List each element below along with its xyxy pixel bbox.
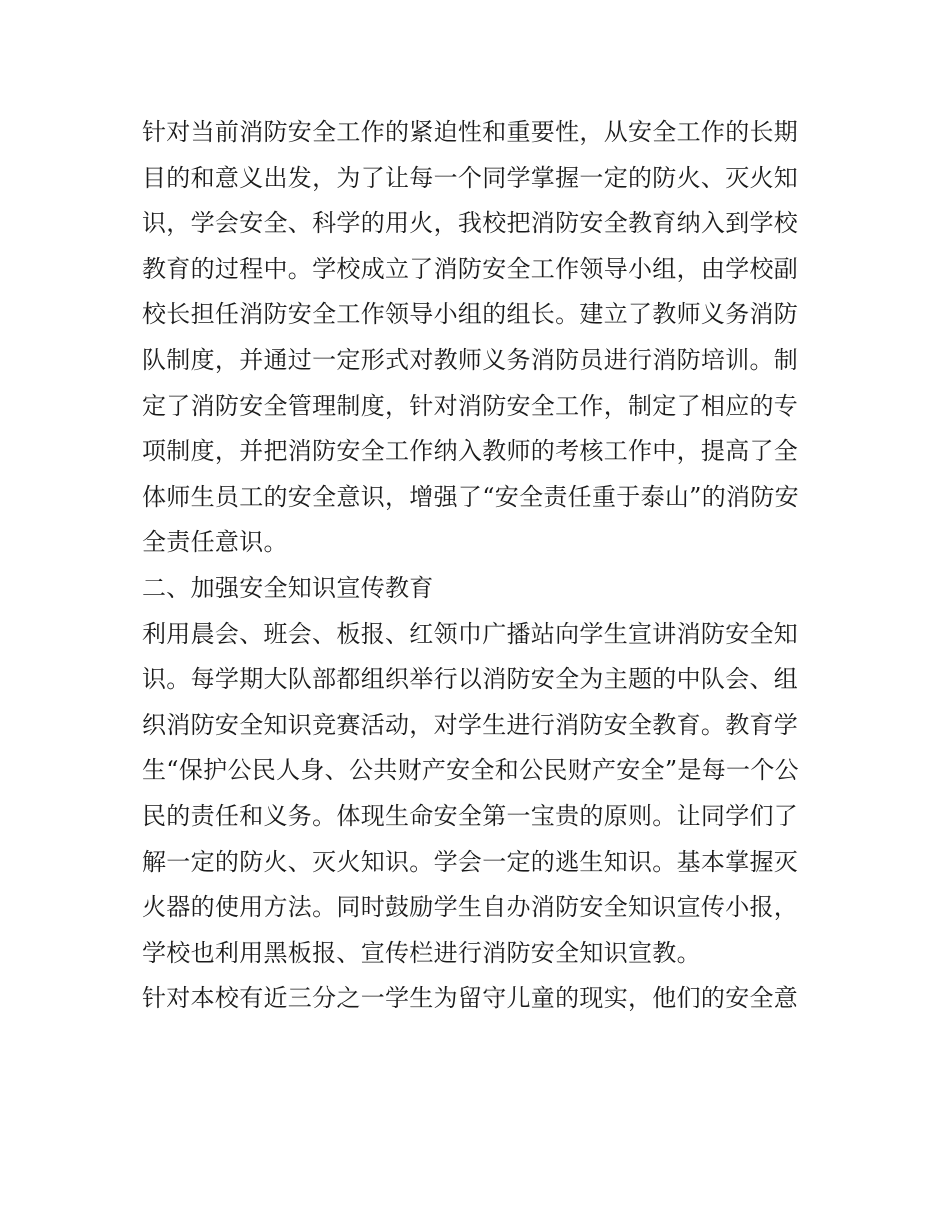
text-line: 针对本校有近三分之一学生为留守儿童的现实，他们的安全意 (142, 984, 799, 1013)
document-body (142, 110, 814, 1022)
text-line: 队制度，并通过一定形式对教师义务消防员进行消防培训。制 (142, 345, 799, 374)
paragraph-safety-publicity (142, 612, 814, 977)
text-line: 全责任意识。 (142, 528, 288, 557)
text-line: 学校也利用黑板报、宣传栏进行消防安全知识宣教。 (142, 938, 701, 967)
text-line: 教育的过程中。学校成立了消防安全工作领导小组，由学校副 (142, 254, 799, 283)
text-line: 目的和意义出发，为了让每一个同学掌握一定的防火、灭火知 (142, 163, 799, 192)
section-heading (142, 566, 814, 612)
text-line: 解一定的防火、灭火知识。学会一定的逃生知识。基本掌握灭 (142, 847, 799, 876)
text-line: 民的责任和义务。体现生命安全第一宝贵的原则。让同学们了 (142, 801, 799, 830)
paragraph-fire-safety-organization (142, 110, 814, 566)
text-line: 识，学会安全、科学的用火，我校把消防安全教育纳入到学校 (142, 209, 799, 238)
text-line: 生“保护公民人身、公共财产安全和公民财产安全”是每一个公 (142, 756, 799, 785)
text-line: 针对当前消防安全工作的紧迫性和重要性，从安全工作的长期 (142, 118, 799, 146)
text-line: 定了消防安全管理制度，针对消防安全工作，制定了相应的专 (142, 391, 799, 420)
text-line: 利用晨会、班会、板报、红领巾广播站向学生宣讲消防安全知 (142, 619, 799, 648)
paragraph-left-behind-children (142, 976, 814, 1022)
text-line: 项制度，并把消防安全工作纳入教师的考核工作中，提高了全 (142, 437, 799, 466)
text-line: 织消防安全知识竞赛活动，对学生进行消防安全教育。教育学 (142, 710, 799, 739)
text-line: 火器的使用方法。同时鼓励学生自办消防安全知识宣传小报， (142, 893, 799, 922)
text-line: 校长担任消防安全工作领导小组的组长。建立了教师义务消防 (142, 300, 799, 329)
text-line: 识。每学期大队部都组织举行以消防安全为主题的中队会、组 (142, 665, 799, 694)
heading-text: 二、加强安全知识宣传教育 (142, 573, 434, 602)
text-line: 体师生员工的安全意识，增强了“安全责任重于泰山”的消防安 (142, 482, 799, 511)
